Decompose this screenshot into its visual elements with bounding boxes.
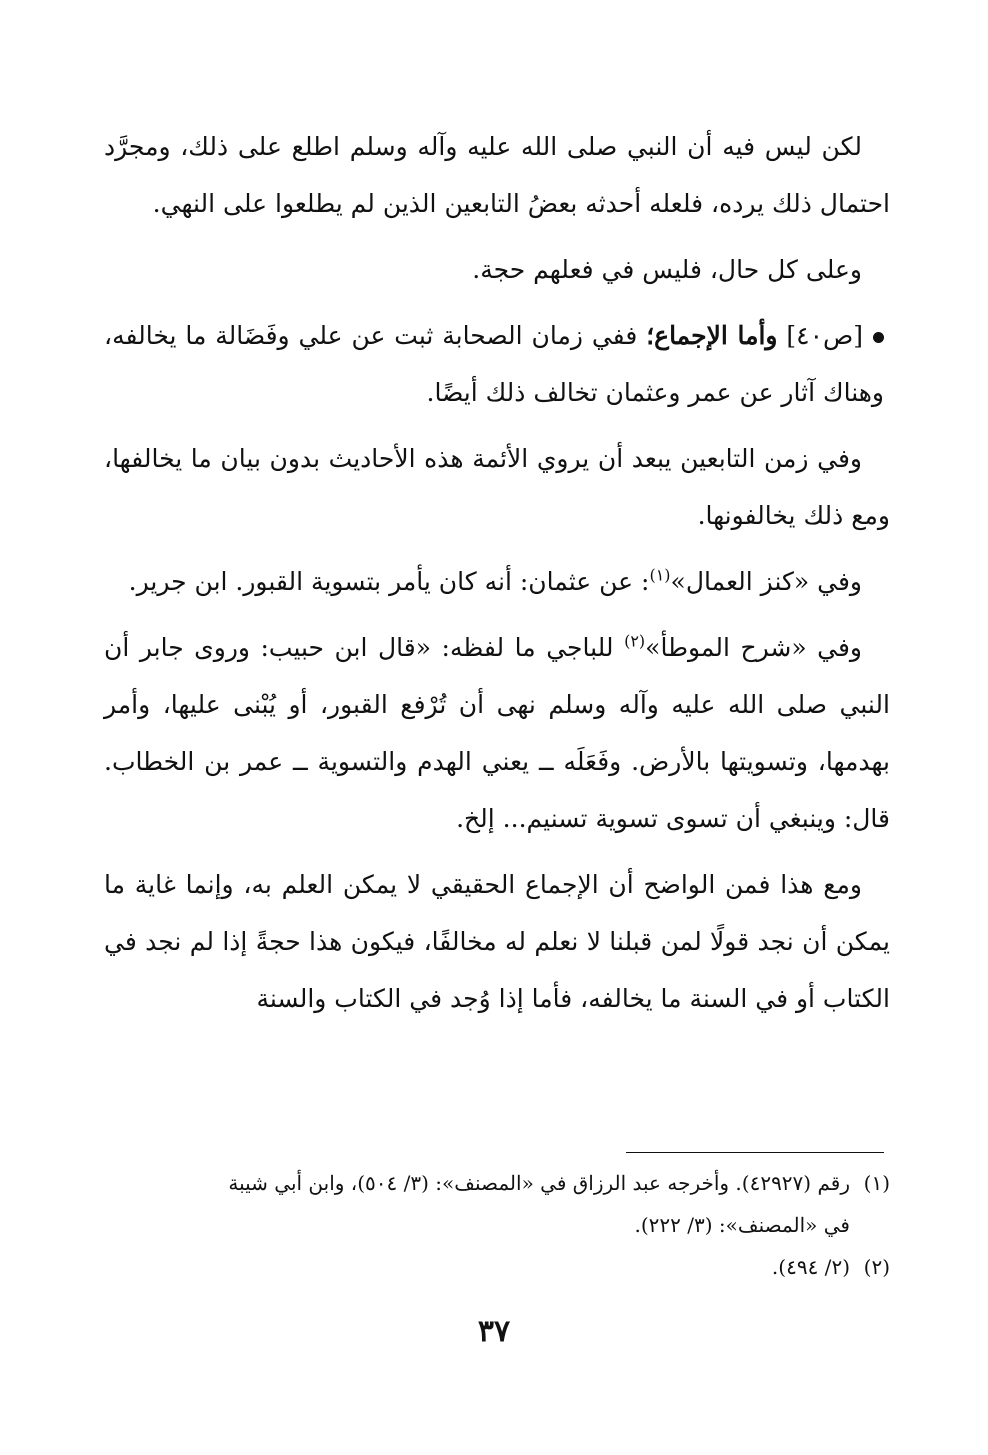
page-reference: [ص٤٠]	[786, 321, 863, 350]
footnote-1	[104, 1162, 890, 1204]
footnote-ref-1[interactable]: (١)	[649, 565, 671, 585]
footnote-2-number: (٢)	[863, 1255, 890, 1279]
paragraph-6-text: للباجي ما لفظه: «قال ابن حبيب: وروى جابر أن النبي صلى الله عليه وآله وسلم نهى أن تُرْفع القبور، أو يُبْنى عليها، وأمر بهدمها، وتسويتها بالأرض. وفَعَلَه ــ يعني الهدم والتسوية ــ عمر بن الخطاب. قال: وينبغي أن تسوى تسوية تسنيم... إلخ.	[104, 633, 890, 833]
paragraph-5	[104, 553, 890, 610]
bullet-icon	[873, 332, 884, 343]
paragraph-3-text: ففي زمان الصحابة ثبت عن علي وفَضَالة ما يخالفه، وهناك آثار عن عمر وعثمان تخالف ذلك أيضًا.	[104, 321, 884, 407]
footnote-1-line-1: رقم (٤٢٩٢٧). وأخرجه عبد الرزاق في «المصنف»: (٣/ ٥٠٤)، وابن أبي شيبة	[228, 1171, 850, 1195]
paragraph-1: لكن ليس فيه أن النبي صلى الله عليه وآله وسلم اطلع على ذلك، ومجرَّد احتمال ذلك يرده، فلعله أحدثه بعضُ التابعين الذين لم يطلعوا على النهي.	[104, 132, 890, 218]
footnote-2	[104, 1246, 890, 1288]
paragraph-7: ومع هذا فمن الواضح أن الإجماع الحقيقي لا يمكن العلم به، وإنما غاية ما يمكن أن نجد قولًا لمن قبلنا لا نعلم له مخالفًا، فيكون هذا حجةً إذا لم نجد في الكتاب أو في السنة ما يخالفه، فأما إذا وُجد في الكتاب والسنة	[104, 870, 890, 1013]
footnote-ref-2[interactable]: (٢)	[624, 631, 646, 651]
section-heading: وأما الإجماع؛	[646, 321, 778, 350]
paragraph-6	[104, 619, 890, 847]
footnote-2-text: (٢/ ٤٩٤).	[771, 1255, 850, 1279]
main-text	[104, 118, 890, 1036]
paragraph-2: وعلى كل حال، فليس في فعلهم حجة.	[472, 255, 862, 284]
paragraph-4: وفي زمن التابعين يبعد أن يروي الأئمة هذه الأحاديث بدون بيان ما يخالفها، ومع ذلك يخالفونها.	[104, 444, 890, 530]
footnotes	[104, 1162, 890, 1288]
paragraph-5-text: : عن عثمان: أنه كان يأمر بتسوية القبور. ابن جرير.	[128, 567, 650, 596]
paragraph-6-lead: وفي «شرح الموطأ»	[645, 633, 862, 662]
footnote-1-number: (١)	[863, 1171, 890, 1195]
paragraph-3	[104, 307, 890, 421]
page-number: ٣٧	[477, 1314, 511, 1349]
footnote-1-continued: في «المصنف»: (٣/ ٢٢٢).	[634, 1213, 850, 1237]
footnote-divider	[626, 1152, 884, 1153]
paragraph-5-lead: وفي «كنز العمال»	[670, 567, 862, 596]
